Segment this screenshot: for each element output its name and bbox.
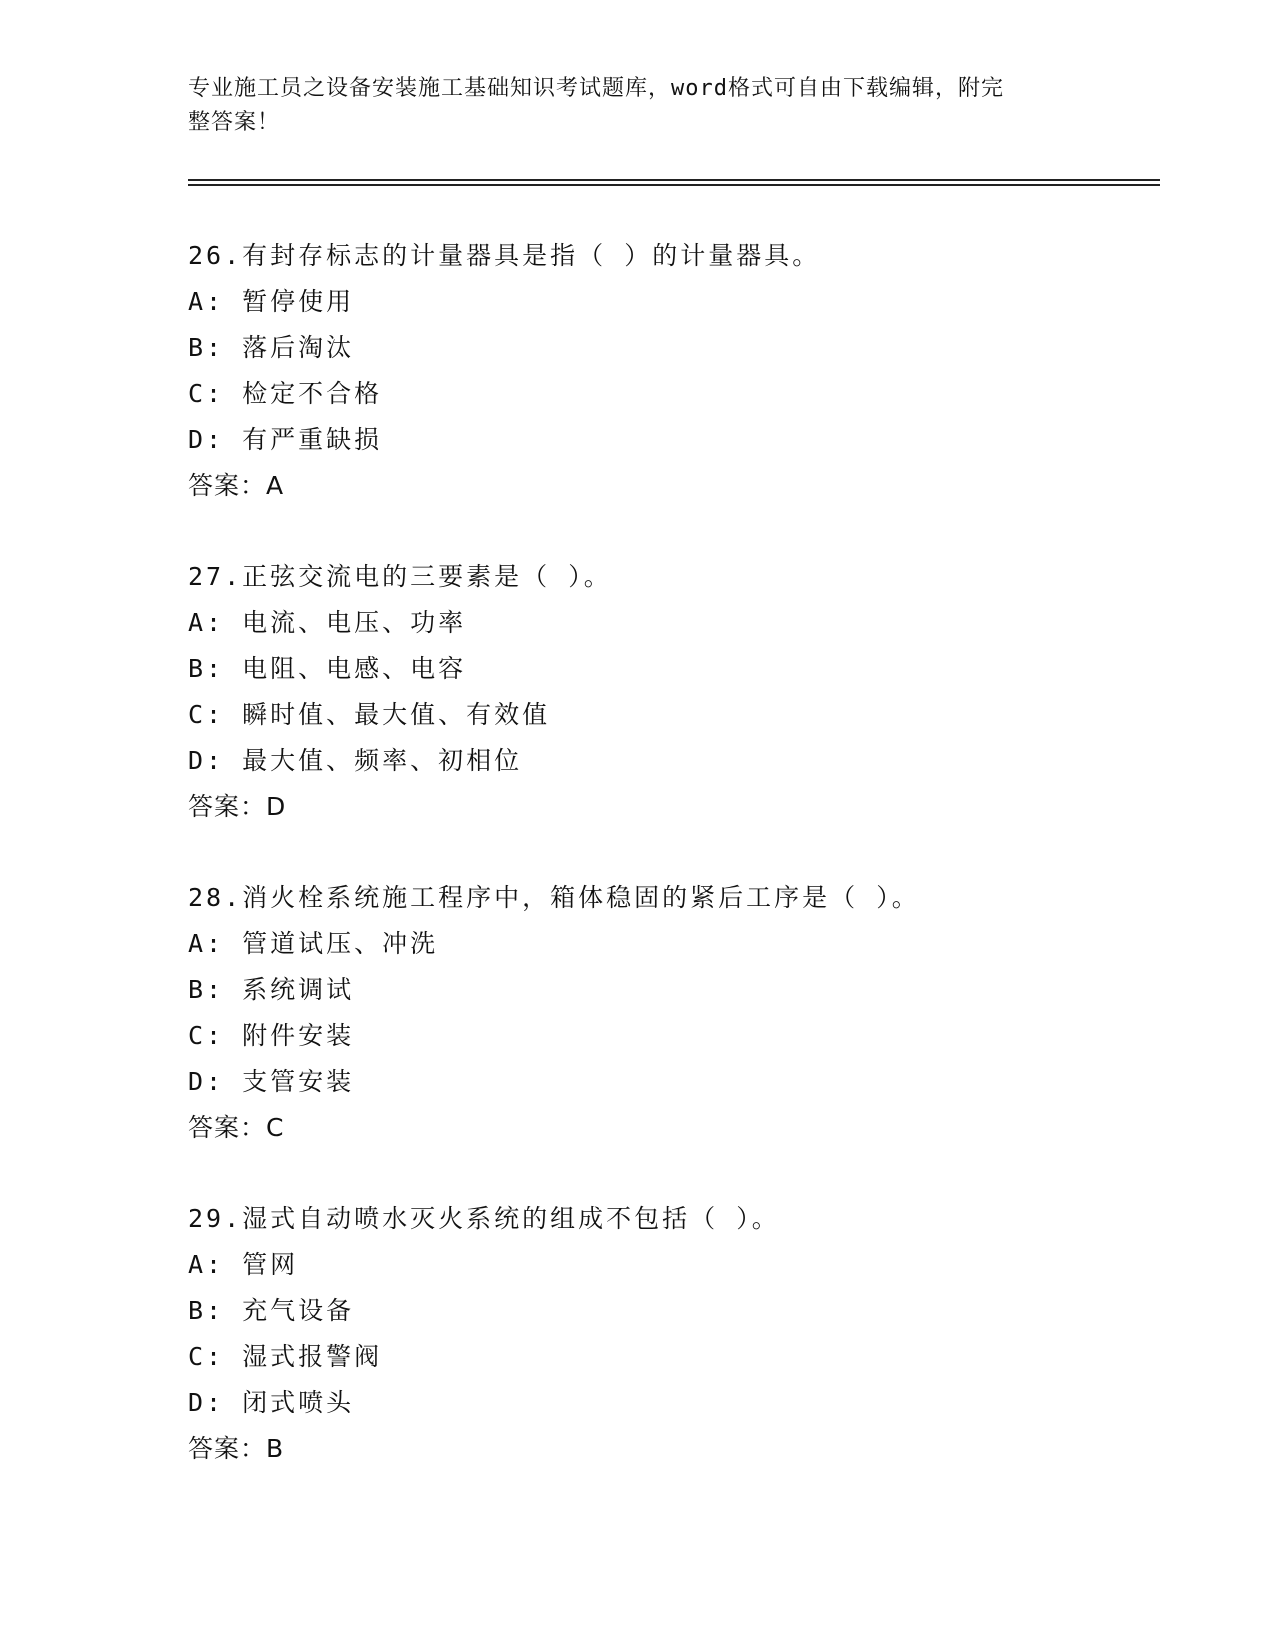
option-letter: D: (188, 1067, 225, 1096)
option-letter: C: (188, 1021, 225, 1050)
question-stem: 26.有封存标志的计量器具是指（ ）的计量器具。 (188, 241, 821, 270)
option-b (188, 1288, 1158, 1334)
option-text: 系统调试 (242, 975, 355, 1004)
option-letter: A: (188, 608, 225, 637)
option-letter: C: (188, 700, 225, 729)
option-b (188, 646, 1158, 692)
option-text: 落后淘汰 (242, 333, 355, 362)
option-b (188, 325, 1158, 371)
option-text: 附件安装 (242, 1021, 355, 1050)
question-26 (188, 233, 1158, 509)
option-d (188, 738, 1158, 784)
option-letter: B: (188, 333, 225, 362)
option-text: 检定不合格 (242, 379, 383, 408)
option-c (188, 692, 1158, 738)
answer-line: 答案：D (188, 792, 287, 821)
option-a (188, 279, 1158, 325)
option-d (188, 417, 1158, 463)
option-a (188, 600, 1158, 646)
document-header (188, 72, 1068, 140)
option-text: 湿式报警阀 (242, 1342, 383, 1371)
option-c (188, 371, 1158, 417)
header-line-1: 专业施工员之设备安装施工基础知识考试题库，word格式可自由下载编辑，附完 (188, 76, 1004, 101)
answer-line: 答案：C (188, 1113, 285, 1142)
option-text: 支管安装 (242, 1067, 355, 1096)
header-divider-bottom (188, 184, 1160, 186)
option-letter: C: (188, 379, 225, 408)
option-letter: A: (188, 1250, 225, 1279)
header-divider-top (188, 179, 1160, 181)
option-letter: C: (188, 1342, 225, 1371)
question-stem: 29.湿式自动喷水灭火系统的组成不包括（ ）。 (188, 1204, 780, 1233)
option-letter: B: (188, 654, 225, 683)
option-letter: D: (188, 1388, 225, 1417)
option-a (188, 1242, 1158, 1288)
option-letter: A: (188, 929, 225, 958)
option-d (188, 1380, 1158, 1426)
question-stem: 28.消火栓系统施工程序中，箱体稳固的紧后工序是（ ）。 (188, 883, 920, 912)
question-28 (188, 875, 1158, 1151)
option-text: 暂停使用 (242, 287, 355, 316)
option-b (188, 967, 1158, 1013)
option-letter: B: (188, 975, 225, 1004)
option-letter: B: (188, 1296, 225, 1325)
question-29 (188, 1196, 1158, 1472)
answer-line: 答案：B (188, 1434, 285, 1463)
option-text: 管网 (242, 1250, 299, 1279)
option-text: 电流、电压、功率 (242, 608, 467, 637)
option-letter: A: (188, 287, 225, 316)
option-text: 闭式喷头 (242, 1388, 355, 1417)
option-a (188, 921, 1158, 967)
option-text: 电阻、电感、电容 (242, 654, 467, 683)
option-letter: D: (188, 746, 225, 775)
question-27 (188, 554, 1158, 830)
option-text: 充气设备 (242, 1296, 355, 1325)
option-letter: D: (188, 425, 225, 454)
header-line-2: 整答案！ (188, 110, 281, 135)
option-text: 最大值、频率、初相位 (242, 746, 523, 775)
option-text: 管道试压、冲洗 (242, 929, 439, 958)
option-c (188, 1013, 1158, 1059)
option-text: 瞬时值、最大值、有效值 (242, 700, 551, 729)
answer-line: 答案：A (188, 471, 285, 500)
question-stem: 27.正弦交流电的三要素是（ ）。 (188, 562, 612, 591)
option-d (188, 1059, 1158, 1105)
option-text: 有严重缺损 (242, 425, 383, 454)
option-c (188, 1334, 1158, 1380)
